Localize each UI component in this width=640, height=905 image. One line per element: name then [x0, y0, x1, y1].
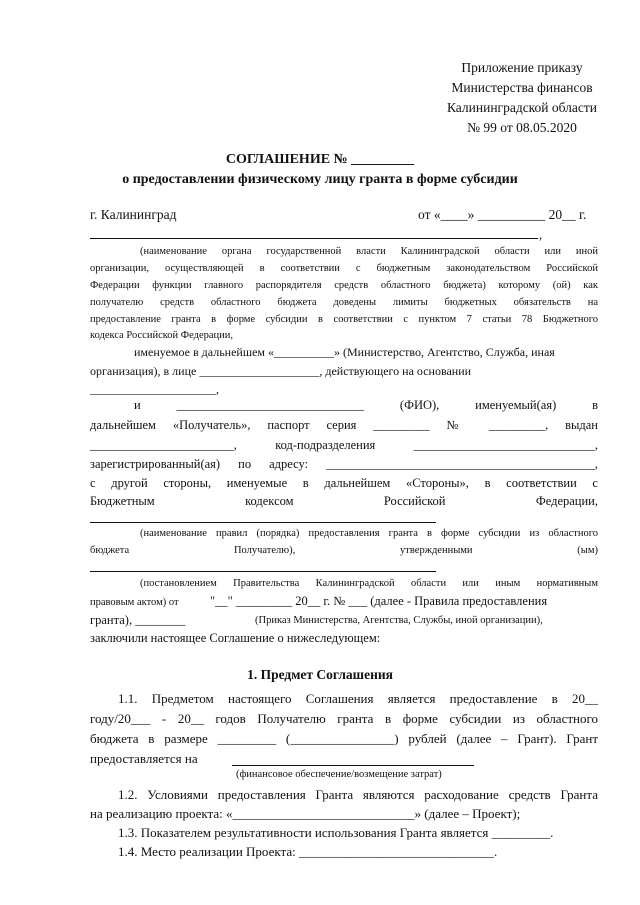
rules-note-1: (наименование правил (порядка) предоставления гранта в форме субсидии из областного [140, 528, 598, 539]
clause-1-1-note: (финансовое обеспечение/возмещение затрат) [236, 769, 442, 780]
authority-name-line [90, 238, 538, 239]
concluded-line: заключили настоящее Соглашение о нижеследующем: [90, 631, 381, 645]
header-line-4: № 99 от 08.05.2020 [467, 120, 577, 135]
rules-note-5b: (Приказ Министерства, Агентства, Службы, иной организации), [255, 615, 543, 626]
party2-line-4: зарегистрированный(ая) по адресу: ___________________________________________, [90, 457, 598, 471]
rules-note-5a: гранта), ________ [90, 613, 186, 627]
party2-line-3: _______________________, код-подразделения _____________________________, [90, 438, 598, 452]
agreement-date: от «____» __________ 20__ г. [418, 207, 587, 222]
clause-1-1-line-4: предоставляется на [90, 751, 198, 766]
party1-line-2: организация), в лице ____________________, действующего на основании [90, 364, 472, 378]
rules-note-4b: "__" _________ 20__ г. № ___ (далее - Правила предоставления [210, 594, 548, 608]
party2-line-5: с другой стороны, именуемые в дальнейшем «Стороны», в соответствии с [90, 476, 598, 490]
party1-line-3: _____________________, [90, 382, 219, 396]
header-line-3: Калининградской области [446, 100, 598, 115]
approval-act-line [90, 571, 436, 572]
clause-1-1-line-1: 1.1. Предметом настоящего Соглашения является предоставление в 20__ [118, 691, 598, 706]
rules-name-line [90, 522, 436, 523]
authority-note-4: получателю средств областного бюджета доведены лимиты бюджетных обязательств на [90, 297, 598, 308]
section-1-heading: 1. Предмет Соглашения [247, 667, 393, 682]
document-title: СОГЛАШЕНИЕ № _________ [225, 152, 415, 167]
party2-line-2: дальнейшем «Получатель», паспорт серия _________ № _________, выдан [90, 418, 598, 432]
appendix-header [422, 58, 622, 138]
document-page: Приложение приказу Министерства финансов Калининградской области № 99 от 08.05.2020 СОГЛАШЕНИЕ № _________ о предоставлении физическому лицу гранта в форме субсидии г. Калининград от «____» __________ 20__ г. , (наименование органа государственной власти Калининградской области или иной организации, осуществляющей в соответствии с бюджетным законодательством Российской Федерации функции главного распорядителя средств областного бюджета) которому (ой) как получателю средств областного бюджета доведены лимиты бюджетных обязательств на предоставление гранта в форме субсидии в соответствии с пунктом 7 статьи 78 Бюджетного кодекса Российской Федерации, именуемое в дальнейшем «__________» (Министерство, Агентство, Служба, иная организация), в лице ____________________, действующего на основании _____________________, и ______________________________ (ФИО), именуемый(ая) в дальнейшем «Получатель», паспорт серия _________ № _________, выдан _______________________, код-подразделения _____________________________, зарегистрированный(ая) по адресу: ___________________________________________, с другой стороны, именуемые в дальнейшем «Стороны», в соответствии с Бюджетным кодексом Российской Федерации, (наименование правил (порядка) предоставления гранта в форме субсидии из областного бюджета Получателю), утвержденными (ым) (постановлением Правительства Калининградской области или иным нормативным правовым актом) от "__" _________ 20__ г. № ___ (далее - Правила предоставления гранта), ________ (Приказ Министерства, Агентства, Службы, иной организации), заключили настоящее Соглашение о нижеследующем: 1. Предмет Соглашения 1.1. Предметом настоящего Соглашения является предоставление в 20__ году/20___ - 20__ годов Получателю гранта в форме субсидии из областного бюджета в размере _________ (________________) рублей (далее – Грант). Грант предоставляется на (финансовое обеспечение/возмещение затрат) 1.2. Условиями предоставления Гранта являются расходование средств Гранта на реализацию проекта: «____________________________» (далее – Проект); 1.3. Показателем результативности использования Гранта является _________. 1.4. Место реализации Проекта: ______________________________. [0, 0, 640, 905]
document-subtitle: о предоставлении физическому лицу гранта в форме субсидии [122, 172, 518, 187]
rules-note-4a: правовым актом) от [90, 597, 179, 608]
city: г. Калининград [90, 207, 177, 222]
authority-note-1: (наименование органа государственной власти Калининградской области или иной [140, 246, 598, 257]
authority-note-6: кодекса Российской Федерации, [90, 330, 234, 341]
clause-1-4: 1.4. Место реализации Проекта: ______________________________. [118, 844, 498, 859]
party2-line-6: Бюджетным кодексом Российской Федерации, [90, 494, 598, 508]
authority-note-3: Федерации функции главного распорядителя средств областного бюджета) которому (ой) как [90, 280, 598, 291]
party2-line-1: и ______________________________ (ФИО), именуемый(ая) в [134, 398, 598, 412]
clause-1-1-line-2: году/20___ - 20__ годов Получателю гранта в форме субсидии из областного [90, 711, 598, 726]
header-line-2: Министерства финансов [451, 80, 593, 95]
grant-purpose-line [232, 765, 474, 766]
authority-note-5: предоставление гранта в форме субсидии в соответствии с пунктом 7 статьи 78 Бюджетного [90, 314, 598, 325]
clause-1-1-line-3: бюджета в размере _________ (________________) рублей (далее – Грант). Грант [90, 731, 598, 746]
rules-note-3: (постановлением Правительства Калининградской области или иным нормативным [140, 578, 598, 589]
clause-1-3: 1.3. Показателем результативности использования Гранта является _________. [118, 825, 554, 840]
clause-1-2-line-1: 1.2. Условиями предоставления Гранта являются расходование средств Гранта [118, 787, 598, 802]
clause-1-2-line-2: на реализацию проекта: «____________________________» (далее – Проект); [90, 806, 521, 821]
header-line-1: Приложение приказу [461, 60, 583, 75]
rules-note-2: бюджета Получателю), утвержденными (ым) [90, 545, 598, 556]
authority-note-2: организации, осуществляющей в соответствии с бюджетным законодательством Российской [90, 263, 598, 274]
party1-line-1: именуемое в дальнейшем «__________» (Министерство, Агентство, Служба, иная [134, 345, 555, 359]
